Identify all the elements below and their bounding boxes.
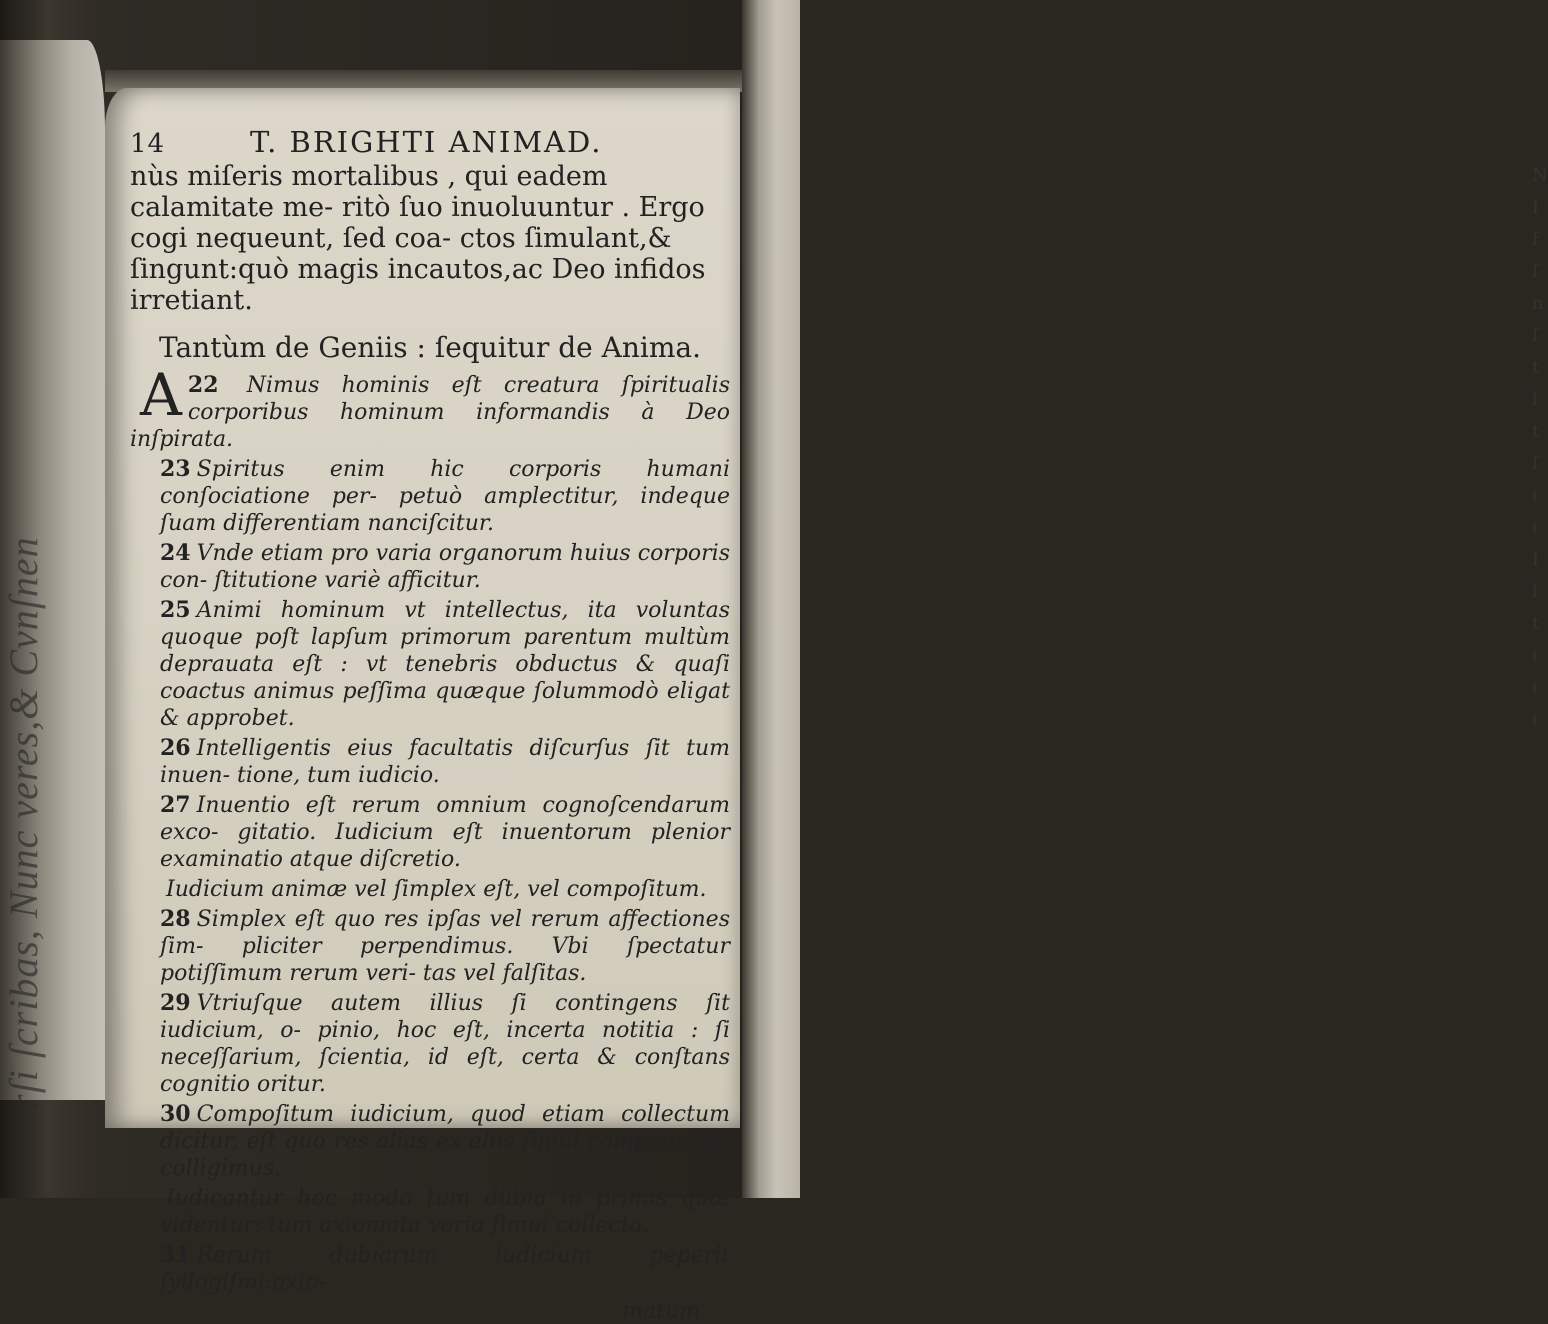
right-page-letters: N I f ſ n ſ t l t ſ ( ( I l t ( ( (: [1532, 165, 1548, 730]
page-header: [130, 125, 730, 159]
section-text: Iudicantur hoc modo tum dubia in primis quæ videntur: tum axiomata varia ſimul collecta.: [160, 1186, 730, 1238]
section-number: 23: [160, 456, 191, 482]
section-29: [130, 990, 730, 1098]
section-31: [130, 1242, 730, 1296]
section-text: Animi hominum vt intellectus, ita voluntas quoque poſt lapſum primorum parentum multùm deprauata eſt : vt tenebris obductus & quaſi coactus animus peſſima quæque ſolummodò eligat & approbet.: [160, 598, 730, 731]
section-text: Compoſitum iudicium, quod etiam collectum dicitur, eſt quo res alias ex aliis ſimul componendo colligimus.: [160, 1102, 730, 1181]
section-24: [130, 540, 730, 594]
section-text: Inuentio eſt rerum omnium cognoſcendarum exco- gitatio. Iudicium eſt inuentorum plenior examinatio atque diſcretio.: [160, 793, 730, 872]
section-number: 24: [160, 540, 191, 566]
running-head: T. BRIGHTI ANIMAD.: [250, 125, 603, 159]
section-text: Vtriuſque autem illius ſi contingens ſit iudicium, o- pinio, hoc eſt, incerta notitia : ſi neceſſarium, ſcientia, id eſt, certa & conſtans cognitio oritur.: [160, 991, 730, 1097]
section-unnumbered-2: [130, 1185, 730, 1239]
section-25: [130, 597, 730, 732]
section-number: 29: [160, 990, 191, 1016]
section-22: [130, 361, 730, 453]
section-text: Vnde etiam pro varia organorum huius corporis con- ſtitutione variè afficitur.: [160, 541, 730, 593]
catchword: matum: [622, 1299, 700, 1324]
section-unnumbered-1: [130, 876, 730, 903]
section-27: [130, 792, 730, 873]
section-28: [130, 906, 730, 987]
section-text: Nimus hominis eſt creatura ſpiritualis corporibus hominum informandis à Deo inſpirata.: [130, 373, 730, 452]
drop-initial: A: [140, 361, 182, 429]
section-number: 26: [160, 735, 191, 761]
section-number: 28: [160, 906, 191, 932]
section-30: [130, 1101, 730, 1182]
section-number: 31: [160, 1242, 191, 1268]
section-number: 30: [160, 1101, 191, 1127]
section-text: Spiritus enim hic corporis humani conſociatione per- petuò amplectitur, indeque ſuam differentiam nanciſcitur.: [160, 457, 730, 536]
section-text: Iudicium animæ vel ſimplex eſt, vel compoſitum.: [166, 877, 707, 902]
section-number: 25: [160, 597, 191, 623]
section-23: [130, 456, 730, 537]
section-number: 27: [160, 792, 191, 818]
section-text: Simplex eſt quo res ipſas vel rerum affectiones ſim- pliciter perpendimus. Vbi ſpectatur potiſſimum rerum veri- tas vel falſitas.: [160, 907, 730, 986]
intro-paragraph: nùs miſeris mortalibus , qui eadem calamitate me- ritò ſuo inuoluuntur . Ergo cogi nequeunt, ſed coa- ctos ſimulant,& ſingunt:quò magis incautos,ac Deo infidos irretiant.: [130, 161, 706, 316]
page-number: 14: [130, 129, 166, 159]
page-text: [130, 125, 730, 1324]
right-page-edge: [742, 0, 1548, 1198]
section-text: Rerum dubiarum iudicium peperit ſyllogiſmi:axio-: [160, 1243, 730, 1295]
section-number: 22: [187, 372, 219, 398]
section-text: Intelligentis eius facultatis diſcurſus ſit tum inuen- tione, tum iudicio.: [160, 736, 730, 788]
left-page-edge: [0, 40, 105, 1110]
left-page-text: rſi ſcribas, Nunc veres,& Cvnſnen: [1, 536, 46, 1110]
section-26: [130, 735, 730, 789]
section-title: Tantùm de Geniis : ſequitur de Anima.: [158, 331, 701, 364]
